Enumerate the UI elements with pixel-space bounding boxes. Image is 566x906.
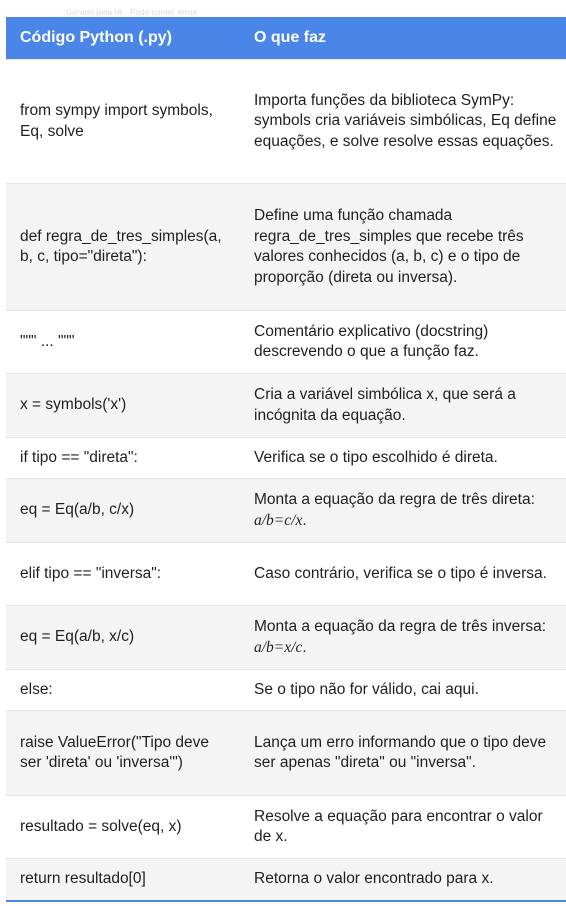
equation-inverse: a/b=x/c: [254, 638, 303, 656]
description-cell: Se o tipo não for válido, cai aqui.: [241, 670, 566, 711]
table-row: [6, 438, 566, 479]
description-cell: Importa funções da biblioteca SymPy: symbols cria variáveis simbólicas, Eq define equações, e solve resolve essas equações.: [241, 60, 566, 184]
description-cell: Verifica se o tipo escolhido é direta.: [241, 438, 566, 479]
description-cell: Cria a variável simbólica x, que será a incógnita da equação.: [241, 374, 566, 438]
table-row: [6, 60, 566, 184]
code-cell: if tipo == "direta":: [6, 438, 241, 479]
description-cell: Resolve a equação para encontrar o valor de x.: [241, 796, 566, 859]
code-cell: def regra_de_tres_simples(a, b, c, tipo="direta"):: [6, 184, 241, 311]
code-cell: x = symbols('x'): [6, 374, 241, 438]
table-row: [6, 606, 566, 670]
description-cell: Retorna o valor encontrado para x.: [241, 859, 566, 901]
description-cell: Comentário explicativo (docstring) descrevendo o que a função faz.: [241, 311, 566, 374]
description-cell: Lança um erro informando que o tipo deve ser apenas "direta" ou "inversa".: [241, 711, 566, 796]
table-row: [6, 796, 566, 859]
code-cell: """ ... """: [6, 311, 241, 374]
description-cell: Caso contrário, verifica se o tipo é inversa.: [241, 543, 566, 606]
faint-caption: Gerado pela IA · Pode conter erros: [66, 8, 197, 17]
table-row: [6, 859, 566, 901]
header-code: Código Python (.py): [6, 17, 241, 60]
description-cell: Define uma função chamada regra_de_tres_simples que recebe três valores conhecidos (a, b, c) e o tipo de proporção (direta ou inversa).: [241, 184, 566, 311]
code-cell: return resultado[0]: [6, 859, 241, 901]
table-row: [6, 670, 566, 711]
table-row: [6, 711, 566, 796]
table-row: [6, 311, 566, 374]
code-cell: eq = Eq(a/b, c/x): [6, 479, 241, 543]
code-cell: eq = Eq(a/b, x/c): [6, 606, 241, 670]
code-cell: raise ValueError("Tipo deve ser 'direta' ou 'inversa'"): [6, 711, 241, 796]
description-cell: Monta a equação da regra de três inversa: a/b=x/c.: [241, 606, 566, 670]
table-row: [6, 479, 566, 543]
table-row: [6, 374, 566, 438]
code-cell: else:: [6, 670, 241, 711]
python-code-table: [6, 17, 566, 902]
table-row: [6, 184, 566, 311]
description-cell: Monta a equação da regra de três direta: a/b=c/x.: [241, 479, 566, 543]
header-description: O que faz: [241, 17, 566, 60]
code-cell: from sympy import symbols, Eq, solve: [6, 60, 241, 184]
table-header-row: [6, 17, 566, 60]
equation-direct: a/b=c/x: [254, 511, 303, 529]
table-row: [6, 543, 566, 606]
code-cell: resultado = solve(eq, x): [6, 796, 241, 859]
code-cell: elif tipo == "inversa":: [6, 543, 241, 606]
